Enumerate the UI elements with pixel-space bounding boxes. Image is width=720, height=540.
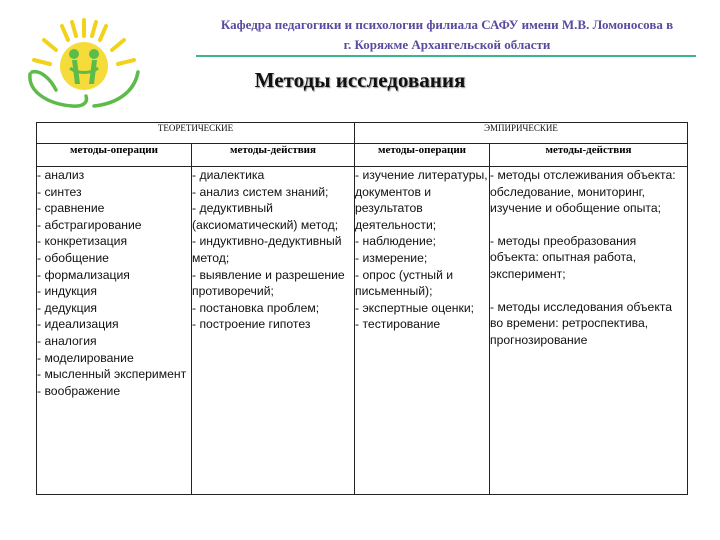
methods-table (36, 122, 688, 495)
list-item: - построение гипотез (192, 316, 354, 333)
method-list (192, 167, 354, 333)
list-item: - идеализация (37, 316, 191, 333)
list-item: - анализ (37, 167, 191, 184)
list-item: - дедукция (37, 300, 191, 317)
theoretical-actions-cell (192, 167, 355, 495)
list-item: - конкретизация (37, 233, 191, 250)
group-theoretical: ТЕОРЕТИЧЕСКИЕ (37, 123, 355, 144)
list-item: - наблюдение; (355, 233, 489, 250)
group-empirical: ЭМПИРИЧЕСКИЕ (355, 123, 688, 144)
list-item: - диалектика (192, 167, 354, 184)
column-header: методы-операции (355, 144, 490, 167)
column-header: методы-действия (192, 144, 355, 167)
list-item: - воображение (37, 383, 191, 400)
list-item: - формализация (37, 267, 191, 284)
list-item: - экспертные оценки; (355, 300, 489, 317)
list-item: - аналогия (37, 333, 191, 350)
page-title: Методы исследования (254, 68, 466, 92)
column-header: методы-действия (490, 144, 688, 167)
list-item: - индуктивно-дедуктивный метод; (192, 233, 354, 266)
column-header: методы-операции (37, 144, 192, 167)
empirical-operations-cell (355, 167, 490, 495)
method-list (355, 167, 489, 333)
list-item: - синтез (37, 184, 191, 201)
sun-hands-logo-icon (22, 12, 142, 122)
list-item: - изучение литературы, документов и результатов деятельности; (355, 167, 489, 233)
list-item: - опрос (устный и письменный); (355, 267, 489, 300)
method-list (37, 167, 191, 399)
list-item: - моделирование (37, 350, 191, 367)
list-item: - методы исследования объекта во времени: ретроспектива, прогнозирование (490, 299, 687, 349)
list-item: - постановка проблем; (192, 300, 354, 317)
theoretical-operations-cell (37, 167, 192, 495)
logo (22, 12, 142, 122)
list-item: - методы отслеживания объекта: обследование, мониторинг, изучение и обобщение опыта; (490, 167, 687, 217)
list-item: - выявление и разрешение противоречий; (192, 267, 354, 300)
list-item: - анализ систем знаний; (192, 184, 354, 201)
list-item: - индукция (37, 283, 191, 300)
list-item: - методы преобразования объекта: опытная работа, эксперимент; (490, 233, 687, 283)
list-item: - измерение; (355, 250, 489, 267)
list-item: - абстрагирование (37, 217, 191, 234)
empirical-actions-cell (490, 167, 688, 495)
list-item: - дедуктивный (аксиоматический) метод; (192, 200, 354, 233)
list-item: - сравнение (37, 200, 191, 217)
method-list (490, 167, 687, 348)
list-item: - мысленный эксперимент (37, 366, 191, 383)
header-line-1: Кафедра педагогики и психологии филиала САФУ имени М.В. Ломоносова в (220, 17, 674, 32)
department-header (196, 15, 698, 55)
header-line-2: г. Коряжме Архангельской области (343, 37, 551, 52)
list-item: - тестирование (355, 316, 489, 333)
header-divider (196, 55, 696, 57)
list-item: - обобщение (37, 250, 191, 267)
